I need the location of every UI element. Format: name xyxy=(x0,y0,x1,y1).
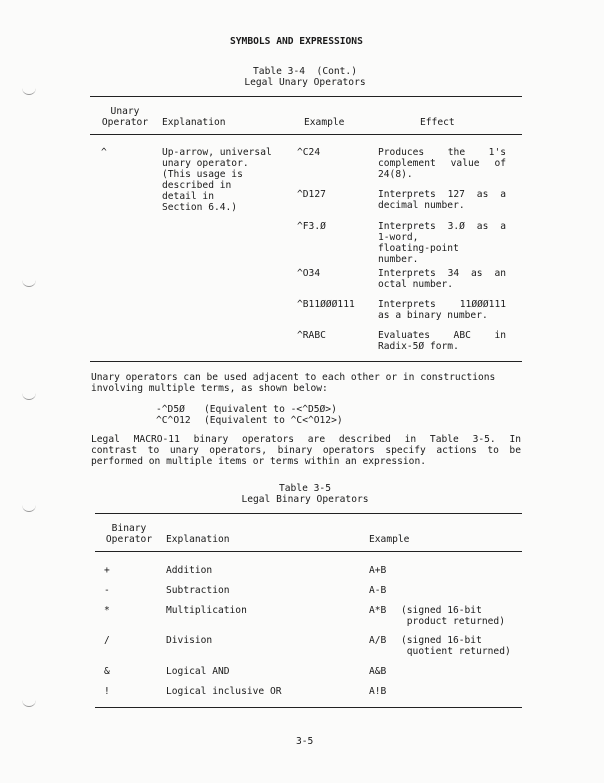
table2-header-operator: Binary Operator xyxy=(105,523,153,545)
table2-operator: & xyxy=(104,666,110,677)
table1-example: ^D127 xyxy=(297,189,326,200)
table1-effect-line: 1-word, xyxy=(378,232,419,243)
table1-effect-line: complement value of xyxy=(378,158,506,169)
table1-example: ^F3.Ø xyxy=(297,221,326,232)
table2-explanation: Logical AND xyxy=(166,666,230,677)
table1-effect-line: octal number. xyxy=(378,279,454,290)
table2-explanation: Division xyxy=(166,635,213,646)
table1-title: Legal Unary Operators xyxy=(244,77,366,88)
table1-operator: ^ xyxy=(101,147,107,158)
table1-effect-line: Interprets 127 as a xyxy=(378,189,506,200)
table2-operator: / xyxy=(104,635,110,646)
table1-header-operator: Unary Operator xyxy=(101,106,149,128)
table2-example: A&B xyxy=(369,666,387,677)
margin-mark xyxy=(22,393,36,400)
table2-caption: Table 3-5 xyxy=(279,483,331,494)
table1-effect-line: Interprets 34 as an xyxy=(378,268,506,279)
table2-operator: * xyxy=(104,605,110,616)
table2-operator: ! xyxy=(104,686,110,697)
paragraph-line: performed on multiple items or terms within an expression. xyxy=(91,456,427,467)
table2-header-example: Example xyxy=(369,534,410,545)
table1-effect-line: Interprets 3.Ø as a xyxy=(378,221,506,232)
table2-bottom-rule xyxy=(95,707,522,708)
table2-explanation: Logical inclusive OR xyxy=(166,686,282,697)
table1-effect-line: decimal number. xyxy=(378,200,465,211)
table1-effect-line: number. xyxy=(378,254,419,265)
table2-note: (signed 16-bit product returned) xyxy=(401,605,505,627)
margin-mark xyxy=(22,700,36,707)
table2-example: A!B xyxy=(369,686,387,697)
paragraph-line: Legal MACRO-11 binary operators are described in Table 3-5. In xyxy=(91,434,521,445)
example-expression: -^D5Ø xyxy=(156,404,185,415)
table1-explanation: Up-arrow, universal unary operator. (This usage is described in detail in Section 6.4.) xyxy=(162,147,272,213)
table1-top-rule xyxy=(90,96,522,97)
table2-operator: - xyxy=(104,585,110,596)
table1-header-effect: Effect xyxy=(420,117,455,128)
page-number: 3-5 xyxy=(296,736,314,747)
margin-mark xyxy=(22,505,36,512)
margin-mark xyxy=(22,280,36,287)
table1-effect-line: Evaluates ABC in xyxy=(378,330,506,341)
table1-example: ^B11ØØØ111 xyxy=(297,299,355,310)
margin-mark xyxy=(22,88,36,95)
table1-example: ^RABC xyxy=(297,330,326,341)
table2-example: A-B xyxy=(369,585,387,596)
table1-caption: Table 3-4 (Cont.) xyxy=(253,66,357,77)
table1-header-explanation: Explanation xyxy=(162,117,226,128)
table1-header-rule xyxy=(90,134,522,135)
table2-header-rule xyxy=(95,551,522,552)
table2-explanation: Addition xyxy=(166,565,213,576)
page-header: SYMBOLS AND EXPRESSIONS xyxy=(230,36,363,47)
table1-bottom-rule xyxy=(90,361,522,362)
paragraph-line: Unary operators can be used adjacent to each other or in constructions xyxy=(91,372,496,383)
table2-note: (signed 16-bit quotient returned) xyxy=(401,635,511,657)
paragraph-line: involving multiple terms, as shown below: xyxy=(91,383,328,394)
table2-explanation: Multiplication xyxy=(166,605,247,616)
table1-effect-line: floating-point xyxy=(378,243,459,254)
paragraph-line: contrast to unary operators, binary operators specify actions to be xyxy=(91,445,521,456)
table2-title: Legal Binary Operators xyxy=(241,494,369,505)
table2-header-explanation: Explanation xyxy=(166,534,230,545)
example-note: (Equivalent to -<^D5Ø>) xyxy=(204,404,337,415)
example-expression: ^C^O12 xyxy=(156,415,191,426)
table2-example: A/B xyxy=(369,635,387,646)
table2-example: A+B xyxy=(369,565,387,576)
table1-effect-line: Interprets 11ØØØ111 xyxy=(378,299,506,310)
table1-example: ^O34 xyxy=(297,268,321,279)
table2-operator: + xyxy=(104,565,110,576)
table1-example: ^C24 xyxy=(297,147,321,158)
table2-top-rule xyxy=(95,513,522,514)
table1-header-example: Example xyxy=(304,117,345,128)
table1-effect-line: Radix-5Ø form. xyxy=(378,341,459,352)
table1-effect-line: Produces the 1's xyxy=(378,147,506,158)
table2-example: A*B xyxy=(369,605,387,616)
table1-effect-line: 24(8). xyxy=(378,169,413,180)
table1-effect-line: as a binary number. xyxy=(378,310,488,321)
table2-explanation: Subtraction xyxy=(166,585,230,596)
example-note: (Equivalent to ^C<^O12>) xyxy=(204,415,343,426)
